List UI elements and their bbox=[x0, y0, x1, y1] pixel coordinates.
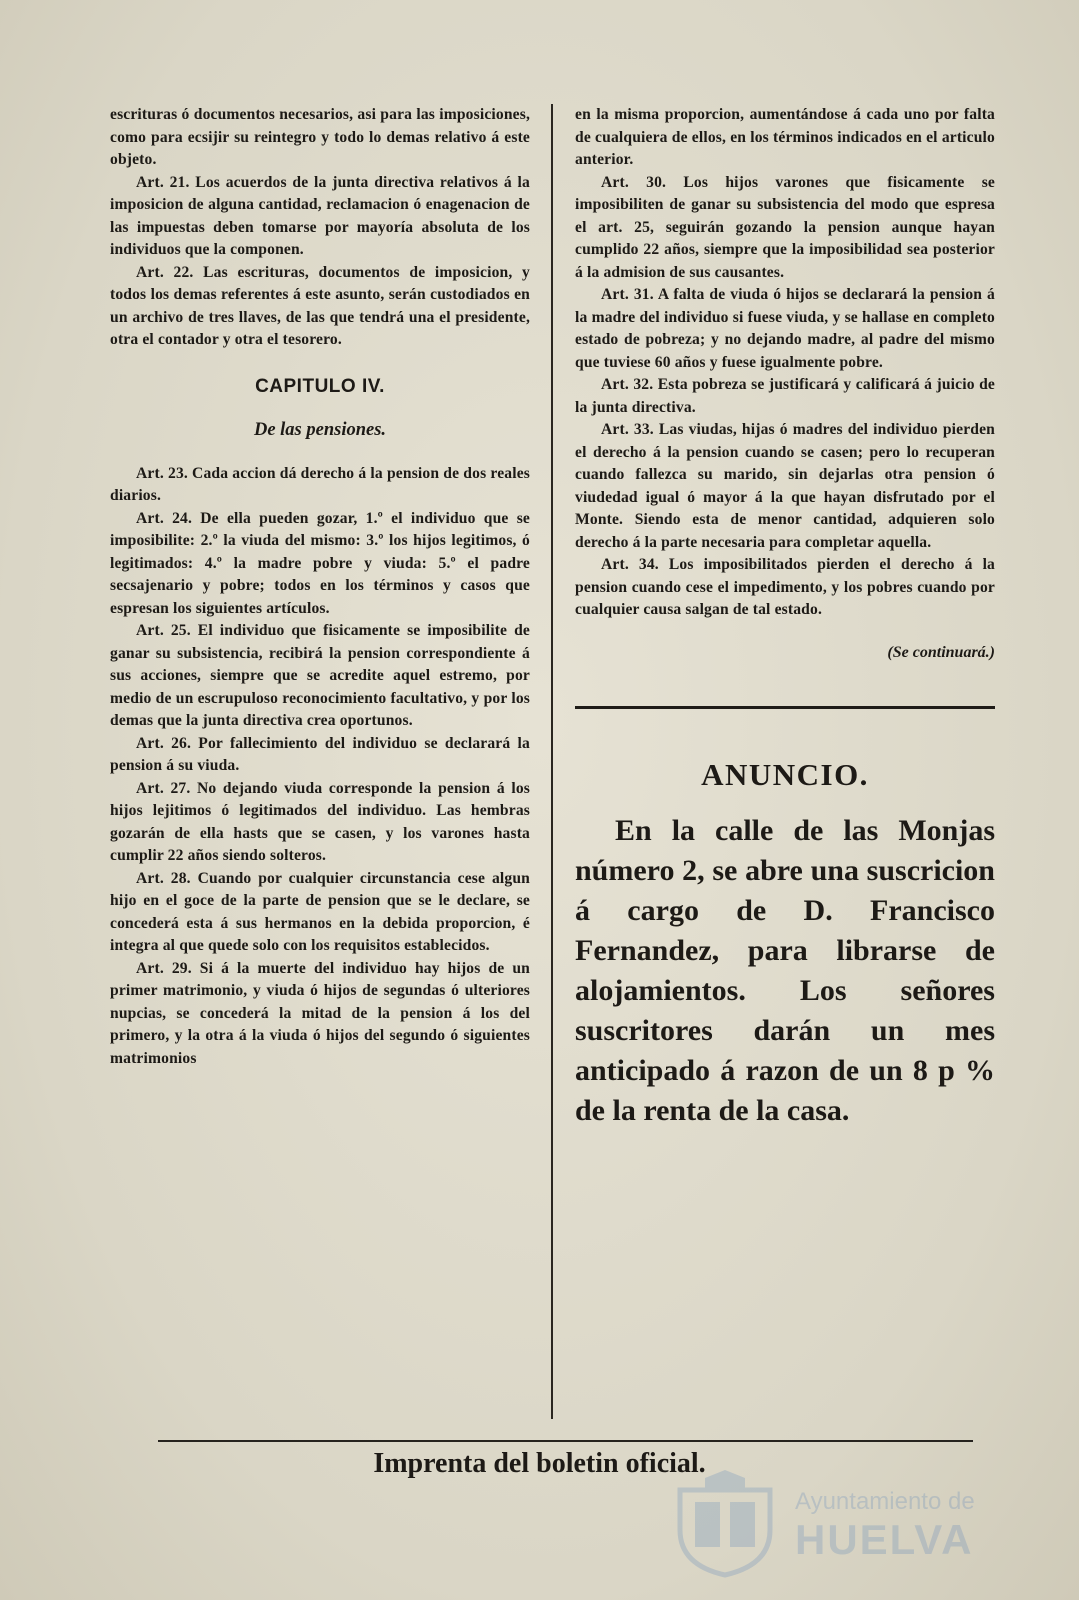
watermark-line1: Ayuntamiento de bbox=[795, 1488, 975, 1515]
paragraph: escrituras ó documentos necesarios, asi para las imposiciones, como para ecsijir su reintegro y todo lo demas relativo á este objeto. bbox=[110, 106, 530, 168]
article-27: Art. 27. No dejando viuda corresponde la pension á los hijos lejitimos ó legitimados del individuo. Las hembras gozarán de ella hasts que se casen, y los varones hasta cumplir 22 años siendo solteros. bbox=[110, 779, 530, 864]
article-29-continued: en la misma proporcion, aumentándose á cada uno por falta de cualquiera de ellos, en los términos indicados en el articulo anterior. bbox=[575, 106, 995, 168]
article-23: Art. 23. Cada accion dá derecho á la pension de dos reales diarios. bbox=[110, 464, 530, 504]
coat-of-arms-icon bbox=[670, 1470, 780, 1580]
article-26: Art. 26. Por fallecimiento del individuo se declarará la pension á su viuda. bbox=[110, 734, 530, 774]
article-32: Art. 32. Esta pobreza se justificará y calificará á juicio de la junta directiva. bbox=[575, 376, 995, 416]
watermark bbox=[670, 1470, 1010, 1580]
article-21: Art. 21. Los acuerdos de la junta directiva relativos á la imposicion de alguna cantidad, reclamacion ó enagenacion de las impuestas deben tomarse por mayoría absoluta de los individuos que la componen. bbox=[110, 173, 530, 258]
article-25: Art. 25. El individuo que fisicamente se imposibilite de ganar su subsistencia, recibirá la pension correspondiente á sus acciones, siempre que se acredite aquel estremo, por medio de un escrupuloso reconocimiento facultativo, y por los demas que la junta directiva crea oportunos. bbox=[110, 622, 530, 729]
chapter-title: CAPITULO IV. bbox=[255, 375, 385, 397]
article-22: Art. 22. Las escrituras, documentos de imposicion, y todos los demas referentes á este asunto, serán custodiados en un archivo de tres llaves, de las que tendrá una el presidente, otra el contador y otra el tesorero. bbox=[110, 263, 530, 348]
section-rule bbox=[575, 706, 995, 709]
announcement-title: ANUNCIO. bbox=[701, 756, 869, 792]
article-29: Art. 29. Si á la muerte del individuo hay hijos de un primer matrimonio, y viuda ó hijos de segundas ó ulteriores nupcias, se concederá la mitad de la pension á los del primero, y la otra á la viuda ó hijos del segundo ó siguientes matrimonios bbox=[110, 959, 530, 1067]
article-31: Art. 31. A falta de viuda ó hijos se declarará la pension á la madre del individuo si fuese viuda, y se hallase en completo estado de pobreza; y no dejando madre, al padre del mismo que tuviese 60 años y fuese igualmente pobre. bbox=[575, 286, 995, 371]
footer-rule bbox=[158, 1440, 973, 1442]
printer-footer: Imprenta del boletin oficial. bbox=[373, 1448, 706, 1479]
article-33: Art. 33. Las viudas, hijas ó madres del individuo pierden el derecho á la pension cuando se casen; pero lo recuperan cuando fallezca su marido, sin dejarlas otra pension ó viudedad igual ó mayor á la que hayan disfrutado por el Monte. Siendo esta de menor cantidad, adquieren solo derecho á la parte necesaria para completar aquella. bbox=[575, 421, 995, 551]
article-24: Art. 24. De ella pueden gozar, 1.º el individuo que se imposibilite: 2.º la viuda del mismo: 3.º los hijos legitimos, ó legitimados: 4.º la madre pobre y viuda: 5.º el padre secsajenario y pobre; todos en los términos y casos que espresan los siguientes artículos. bbox=[110, 509, 530, 617]
watermark-line2: HUELVA bbox=[795, 1516, 974, 1563]
article-28: Art. 28. Cuando por cualquier circunstancia cese algun hijo en el goce de la parte de pension que se le declare, se concederá esta á sus hermanos en la debida proporcion, é integra al que quede solo con los requisitos establecidos. bbox=[110, 869, 530, 954]
left-column bbox=[110, 104, 530, 1070]
announcement-body: En la calle de las Monjas número 2, se abre una suscricion á cargo de D. Francisco Fernandez, para librarse de alojamientos. Los señores suscritores darán un mes anticipado á razon de un 8 p % de la renta de la casa. bbox=[575, 813, 995, 1127]
article-34: Art. 34. Los imposibilitados pierden el derecho á la pension cuando cese el impedimento, y los pobres cuando por cualquier causa salgan de tal estado. bbox=[575, 556, 995, 618]
article-30: Art. 30. Los hijos varones que fisicamente se imposibiliten de ganar su subsistencia del modo que espresa el art. 25, seguirán gozando la pension aunque hayan cumplido 22 años, siempre que la imposibilidad sea posterior á la admision de sus causantes. bbox=[575, 173, 995, 281]
chapter-subtitle: De las pensiones. bbox=[253, 419, 387, 440]
column-divider bbox=[551, 104, 553, 1419]
right-column bbox=[575, 104, 995, 1131]
continuation-note: (Se continuará.) bbox=[887, 643, 995, 661]
